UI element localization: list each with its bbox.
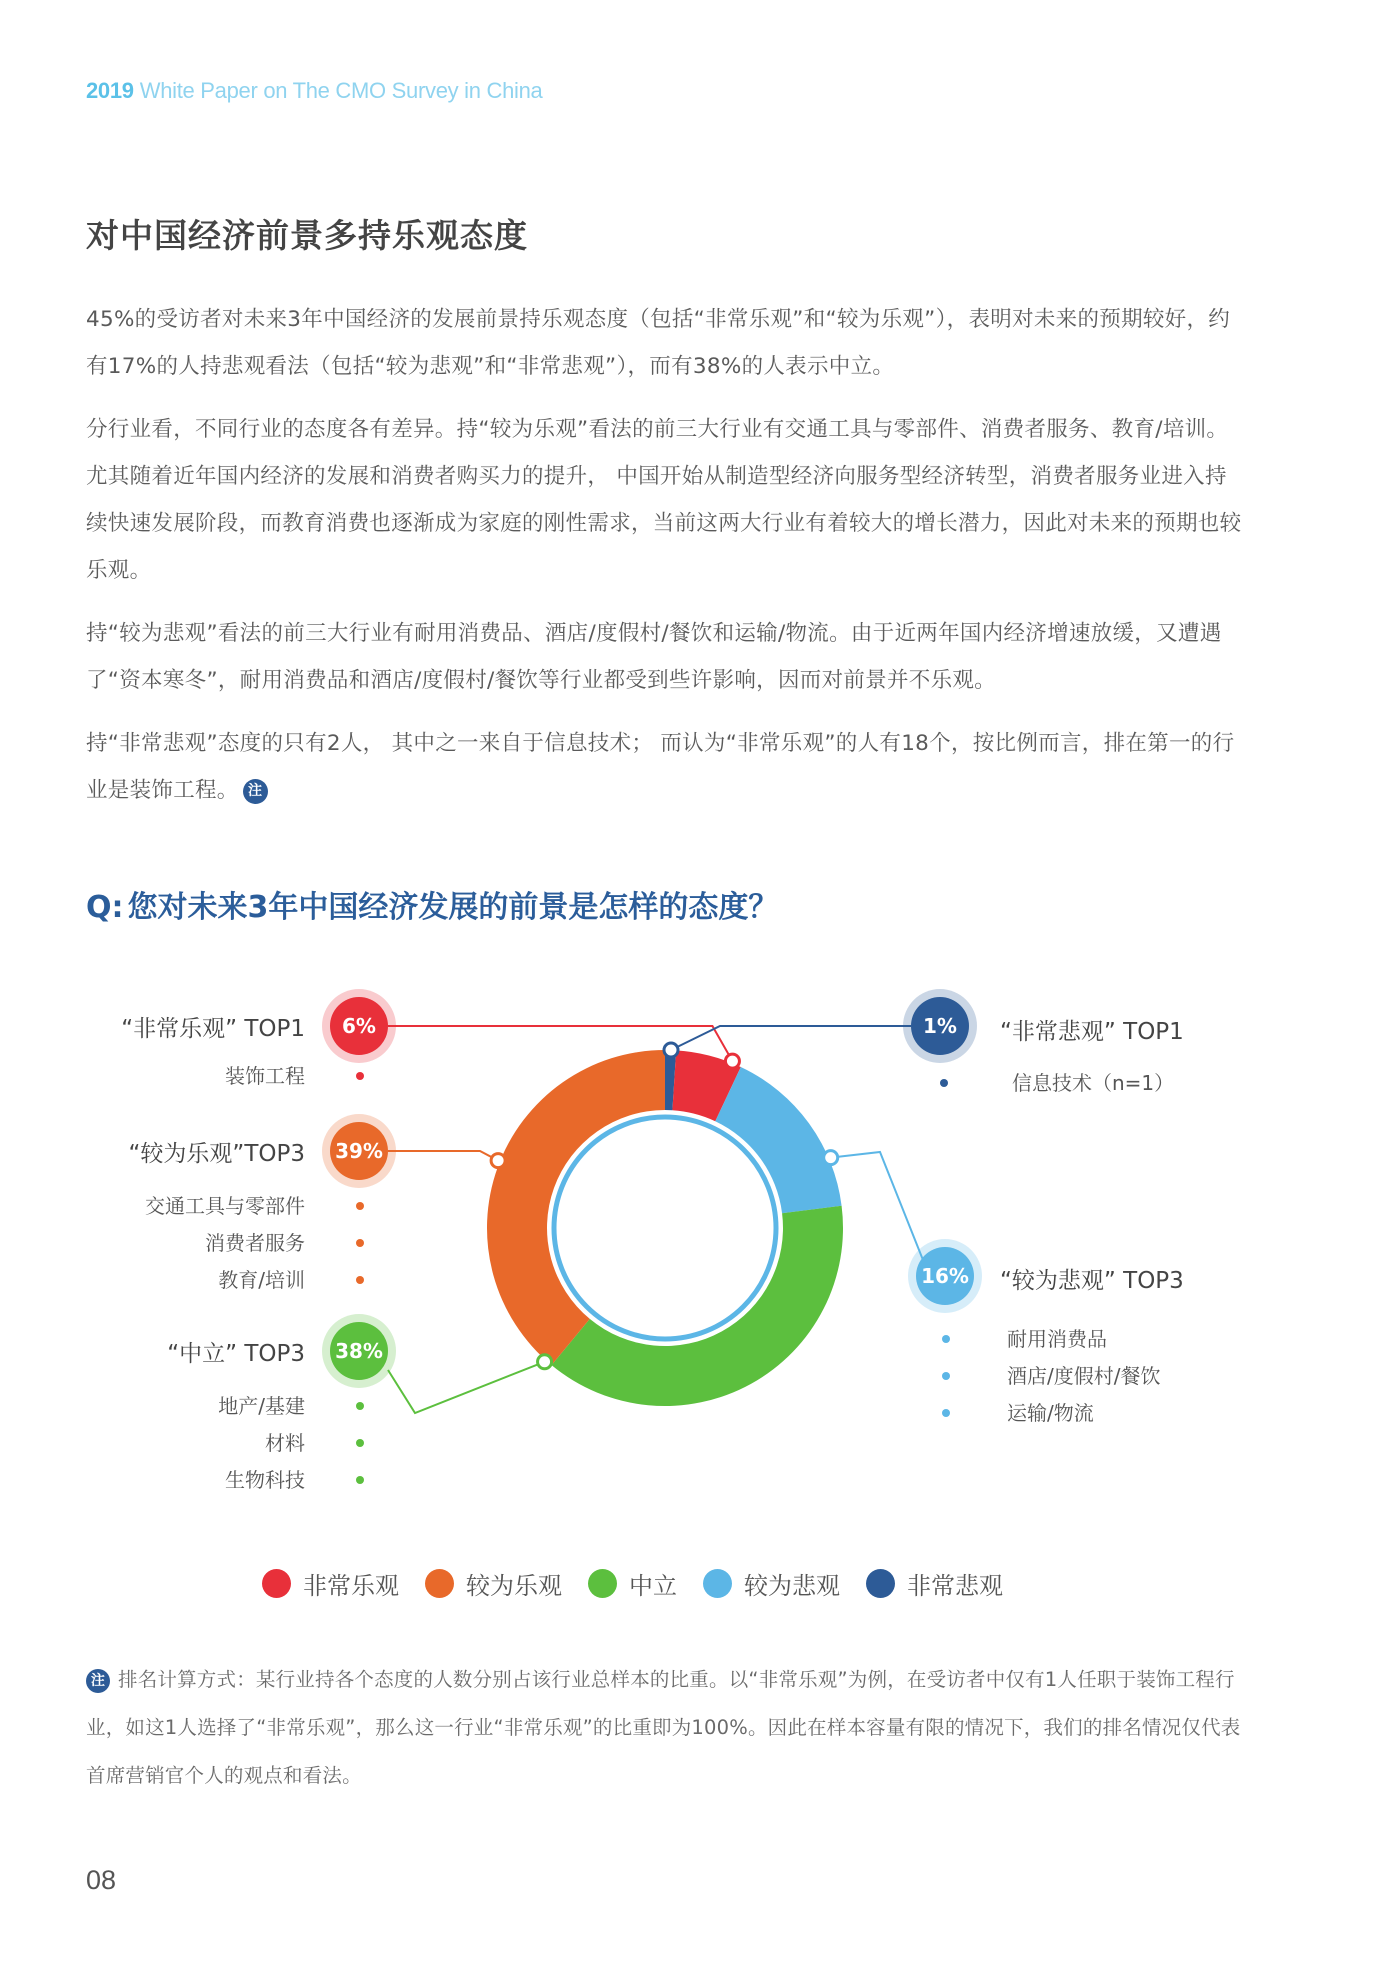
donut-ring bbox=[487, 1050, 843, 1406]
annotation-heading-optimistic: “较为乐观”TOP3 bbox=[128, 1141, 305, 1167]
annotation-heading-neutral: “中立” TOP3 bbox=[167, 1341, 305, 1367]
annotation-heading-very-optimistic: “非常乐观” TOP1 bbox=[121, 1016, 305, 1042]
anchor-dot-neutral bbox=[538, 1355, 552, 1369]
legend-label: 非常乐观 bbox=[303, 1572, 399, 1600]
legend-label: 中立 bbox=[629, 1572, 677, 1600]
footnote bbox=[86, 1656, 1246, 1800]
legend-swatch bbox=[866, 1569, 895, 1598]
leader-line-neutral bbox=[388, 1362, 545, 1413]
body-text bbox=[86, 296, 1246, 830]
industry-bullet bbox=[356, 1276, 364, 1284]
industry-label: 地产/基建 bbox=[218, 1394, 305, 1418]
industry-bullet bbox=[356, 1476, 364, 1484]
industry-bullet bbox=[356, 1402, 364, 1410]
value-label-neutral: 38% bbox=[335, 1339, 383, 1363]
legend-label: 非常悲观 bbox=[907, 1572, 1003, 1600]
value-label-very-pessimistic: 1% bbox=[923, 1014, 957, 1038]
legend-swatch bbox=[588, 1569, 617, 1598]
donut-chart bbox=[0, 980, 1378, 1550]
chart-legend bbox=[262, 1566, 1029, 1601]
page-number: 08 bbox=[86, 1865, 117, 1895]
question-title bbox=[86, 882, 778, 926]
annotation-heading-pessimistic: “较为悲观” TOP3 bbox=[1000, 1268, 1184, 1294]
paragraph-3: 持“较为悲观”看法的前三大行业有耐用消费品、酒店/度假村/餐饮和运输/物流。由于近两年国内经济增速放缓，又遭遇了“资本寒冬”，耐用消费品和酒店/度假村/餐饮等行业都受到些许影响，因而对前景并不乐观。 bbox=[86, 621, 1222, 693]
value-label-very-optimistic: 6% bbox=[342, 1014, 376, 1038]
industry-bullet bbox=[356, 1072, 364, 1080]
footnote-badge: 注 bbox=[86, 1669, 110, 1693]
legend-label: 较为乐观 bbox=[466, 1572, 562, 1600]
legend-item-very-optimistic[interactable] bbox=[262, 1566, 399, 1601]
industry-label: 装饰工程 bbox=[225, 1064, 305, 1088]
industry-bullet bbox=[356, 1439, 364, 1447]
running-header bbox=[86, 78, 542, 104]
legend-swatch bbox=[262, 1569, 291, 1598]
industry-bullet bbox=[940, 1079, 948, 1087]
legend-item-neutral[interactable] bbox=[588, 1566, 677, 1601]
paragraph-1: 45%的受访者对未来3年中国经济的发展前景持乐观态度（包括“非常乐观”和“较为乐观”），表明对未来的预期较好，约有17%的人持悲观看法（包括“较为悲观”和“非常悲观”），而有38%的人表示中立。 bbox=[86, 307, 1231, 379]
industry-label: 耐用消费品 bbox=[1007, 1327, 1107, 1351]
industry-label: 酒店/度假村/餐饮 bbox=[1007, 1364, 1161, 1388]
industry-label: 消费者服务 bbox=[205, 1231, 305, 1255]
note-reference-badge[interactable]: 注 bbox=[243, 779, 268, 804]
leader-line-very-pessimistic bbox=[671, 1026, 911, 1050]
value-label-pessimistic: 16% bbox=[921, 1264, 969, 1288]
industry-label: 教育/培训 bbox=[218, 1268, 305, 1292]
industry-bullet bbox=[942, 1409, 950, 1417]
value-label-optimistic: 39% bbox=[335, 1139, 383, 1163]
legend-item-pessimistic[interactable] bbox=[703, 1566, 840, 1601]
footnote-text: 排名计算方式：某行业持各个态度的人数分别占该行业总样本的比重。以“非常乐观”为例，在受访者中仅有1人任职于装饰工程行业，如这1人选择了“非常乐观”，那么这一行业“非常乐观”的比重即为100%。因此在样本容量有限的情况下，我们的排名情况仅代表首席营销官个人的观点和看法。 bbox=[86, 1668, 1241, 1787]
industry-label: 信息技术（n=1） bbox=[1012, 1071, 1175, 1095]
legend-swatch bbox=[425, 1569, 454, 1598]
legend-label: 较为悲观 bbox=[744, 1572, 840, 1600]
industry-bullet bbox=[356, 1239, 364, 1247]
industry-label: 运输/物流 bbox=[1007, 1401, 1094, 1425]
anchor-dot-very-pessimistic bbox=[664, 1043, 678, 1057]
industry-bullet bbox=[942, 1372, 950, 1380]
donut-slice-optimistic[interactable] bbox=[487, 1050, 665, 1365]
inner-ring bbox=[554, 1117, 776, 1339]
legend-swatch bbox=[703, 1569, 732, 1598]
industry-label: 材料 bbox=[265, 1431, 305, 1455]
annotation-heading-very-pessimistic: “非常悲观” TOP1 bbox=[1000, 1019, 1184, 1045]
industry-label: 生物科技 bbox=[225, 1468, 305, 1492]
paragraph-2: 分行业看，不同行业的态度各有差异。持“较为乐观”看法的前三大行业有交通工具与零部件、消费者服务、教育/培训。尤其随着近年国内经济的发展和消费者购买力的提升， 中国开始从制造型经济向服务型经济转型，消费者服务业进入持续快速发展阶段，而教育消费也逐渐成为家庭的刚性需求，当前这两大行业有着较大的增长潜力，因此对未来的预期也较乐观。 bbox=[86, 417, 1242, 583]
industry-bullet bbox=[356, 1202, 364, 1210]
question-mark: Q: bbox=[86, 890, 124, 925]
paragraph-4-text: 持“非常悲观”态度的只有2人， 其中之一来自于信息技术； 而认为“非常乐观”的人有18个，按比例而言，排在第一的行业是装饰工程。 bbox=[86, 731, 1235, 803]
anchor-dot-pessimistic bbox=[824, 1151, 838, 1165]
question-text: 您对未来3年中国经济发展的前景是怎样的态度？ bbox=[127, 890, 779, 925]
section-title: 对中国经济前景多持乐观态度 bbox=[86, 216, 528, 255]
paragraph-4 bbox=[86, 720, 1246, 814]
header-year: 2019 bbox=[86, 78, 134, 103]
anchor-dot-optimistic bbox=[491, 1154, 505, 1168]
value-badges bbox=[322, 989, 982, 1388]
anchor-dot-very-optimistic bbox=[725, 1054, 739, 1068]
donut-slice-neutral[interactable] bbox=[552, 1206, 843, 1406]
legend-item-very-pessimistic[interactable] bbox=[866, 1566, 1003, 1601]
industry-label: 交通工具与零部件 bbox=[145, 1194, 305, 1218]
leader-line-optimistic bbox=[388, 1151, 498, 1161]
header-subtitle: White Paper on The CMO Survey in China bbox=[139, 78, 543, 103]
industry-bullet bbox=[942, 1335, 950, 1343]
leader-line-pessimistic bbox=[831, 1152, 923, 1260]
legend-item-optimistic[interactable] bbox=[425, 1566, 562, 1601]
